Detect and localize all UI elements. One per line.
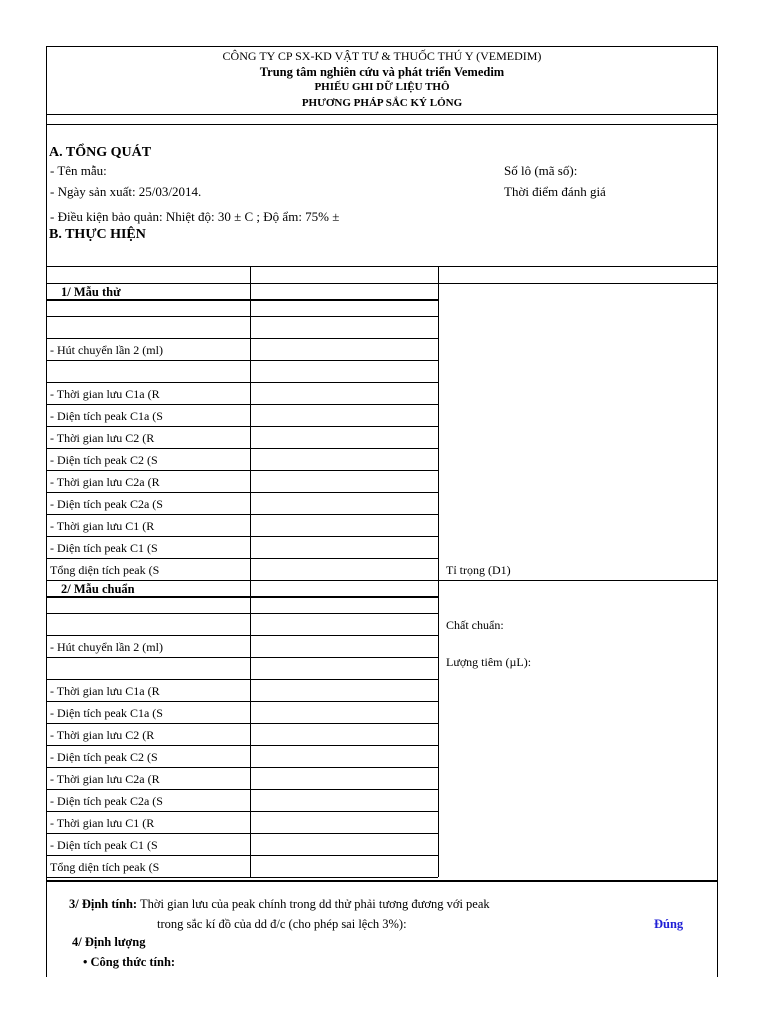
section-1-bottom bbox=[47, 580, 717, 581]
manufacture-date: - Ngày sản xuất: 25/03/2014. bbox=[50, 184, 202, 199]
company-name: CÔNG TY CP SX-KD VẬT TƯ & THUỐC THÚ Y (VEMEDIM) bbox=[222, 49, 542, 63]
table-row-line bbox=[47, 635, 438, 636]
table-row-line bbox=[47, 316, 438, 317]
table-row-line bbox=[47, 701, 438, 702]
table-row-label: - Hút chuyển lần 2 (ml) bbox=[50, 639, 163, 654]
table-row-label: - Diện tích peak C1 (S bbox=[50, 540, 158, 555]
table-row-label: - Hút chuyển lần 2 (ml) bbox=[50, 342, 163, 357]
table-row-line bbox=[47, 657, 438, 658]
table-row-label: - Thời gian lưu C1a (R bbox=[50, 386, 160, 401]
lot-number-label: Số lô (mã số): bbox=[504, 163, 578, 178]
table-header-line bbox=[47, 283, 717, 284]
table-row-line bbox=[47, 877, 438, 878]
evaluation-time-label: Thời điểm đánh giá bbox=[504, 184, 606, 199]
density-label: Tỉ trọng (D1) bbox=[446, 563, 511, 577]
table-row-label: Tổng diện tích peak (S bbox=[50, 562, 160, 577]
form-title: PHIẾU GHI DỮ LIỆU THÔ bbox=[314, 81, 450, 93]
table-row-label: - Thời gian lưu C2a (R bbox=[50, 771, 160, 786]
table-row-label: - Thời gian lưu C2a (R bbox=[50, 474, 160, 489]
standard-sample-title: 2/ Mẫu chuẩn bbox=[61, 582, 135, 596]
form-sheet bbox=[46, 46, 718, 977]
qualitative-text-2: trong sắc kí đồ của dd đ/c (cho phép sai lệch 3%): bbox=[157, 917, 407, 931]
table-row-line bbox=[47, 723, 438, 724]
section-b-title: B. THỰC HIỆN bbox=[49, 227, 146, 242]
table-row-line bbox=[47, 492, 438, 493]
table-row-line bbox=[47, 448, 438, 449]
section-a-title: A. TỔNG QUÁT bbox=[49, 145, 152, 160]
table-row-label: - Diện tích peak C2 (S bbox=[50, 749, 158, 764]
table-row-label: - Diện tích peak C2a (S bbox=[50, 793, 163, 808]
table-row-label: - Thời gian lưu C1 (R bbox=[50, 815, 155, 830]
column-divider-2 bbox=[438, 266, 439, 877]
table-row-label: - Diện tích peak C1a (S bbox=[50, 705, 163, 720]
test-sample-title: 1/ Mẫu thử bbox=[61, 285, 121, 299]
table-row-label: - Diện tích peak C1a (S bbox=[50, 408, 163, 423]
header-divider bbox=[47, 114, 717, 115]
table-row-label: Tổng diện tích peak (S bbox=[50, 859, 160, 874]
table-row-label: - Diện tích peak C2a (S bbox=[50, 496, 163, 511]
method-title: PHƯƠNG PHÁP SẮC KÝ LỎNG bbox=[301, 97, 463, 109]
table-row-line bbox=[47, 558, 438, 559]
quantitative-label: 4/ Định lượng bbox=[72, 935, 146, 949]
qualitative-label: 3/ Định tính: bbox=[69, 897, 138, 911]
table-row-label: - Thời gian lưu C1a (R bbox=[50, 683, 160, 698]
test-sample-title-underline bbox=[47, 299, 438, 301]
table-row-label: - Thời gian lưu C1 (R bbox=[50, 518, 155, 533]
table-row-line bbox=[47, 470, 438, 471]
table-top-line bbox=[47, 266, 717, 267]
table-row-line bbox=[47, 789, 438, 790]
table-row-line bbox=[47, 833, 438, 834]
column-divider-1 bbox=[250, 266, 251, 877]
standard-substance-label: Chất chuẩn: bbox=[446, 618, 504, 632]
table-bottom bbox=[47, 880, 717, 882]
table-row-line bbox=[47, 767, 438, 768]
storage-conditions: - Điều kiện bảo quản: Nhiệt độ: 30 ± C ; Độ ẩm: 75% ± bbox=[50, 209, 340, 224]
table-row-line bbox=[47, 536, 438, 537]
table-row-line bbox=[47, 404, 438, 405]
qualitative-result: Đúng bbox=[654, 917, 684, 931]
formula-label: • Công thức tính: bbox=[83, 955, 176, 969]
table-row-line bbox=[47, 811, 438, 812]
table-row-label: - Thời gian lưu C2 (R bbox=[50, 727, 155, 742]
table-row-line bbox=[47, 855, 438, 856]
table-row-line bbox=[47, 382, 438, 383]
qualitative-text-1: Thời gian lưu của peak chính trong dd thử phải tương đương với peak bbox=[140, 897, 490, 911]
injection-volume-label: Lượng tiêm (µL): bbox=[446, 655, 532, 669]
header-divider-2 bbox=[47, 124, 717, 125]
table-row-line bbox=[47, 745, 438, 746]
center-name: Trung tâm nghiên cứu và phát triển Vemedim bbox=[259, 65, 505, 79]
table-row-line bbox=[47, 426, 438, 427]
table-row-line bbox=[47, 338, 438, 339]
table-row-line bbox=[47, 613, 438, 614]
table-row-label: - Thời gian lưu C2 (R bbox=[50, 430, 155, 445]
standard-sample-title-underline bbox=[47, 596, 438, 598]
table-row-line bbox=[47, 514, 438, 515]
table-row-label: - Diện tích peak C1 (S bbox=[50, 837, 158, 852]
table-row-line bbox=[47, 360, 438, 361]
table-row-line bbox=[47, 679, 438, 680]
table-row-label: - Diện tích peak C2 (S bbox=[50, 452, 158, 467]
sample-name-label: - Tên mẫu: bbox=[50, 163, 107, 178]
